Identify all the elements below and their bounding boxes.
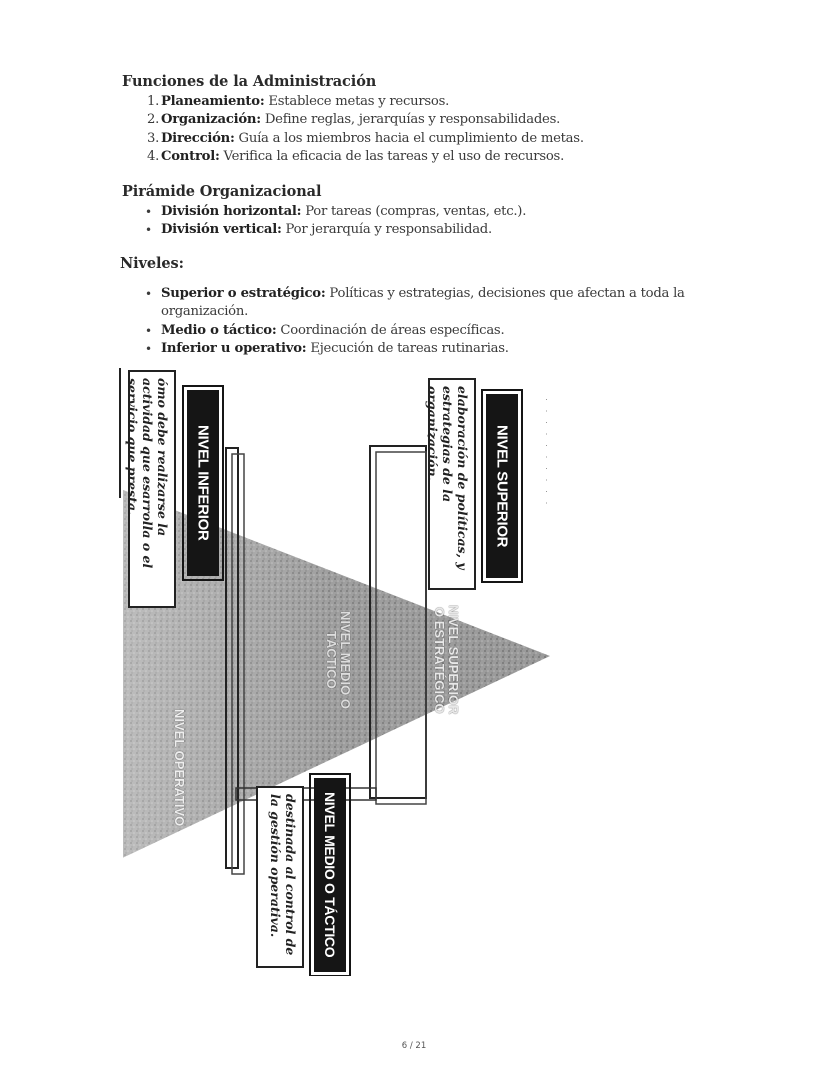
item-term: División vertical: — [161, 222, 282, 238]
item-text: Establece metas y recursos. — [264, 94, 450, 109]
item-number: 3. — [147, 130, 160, 146]
item-text: Ejecución de tareas rutinarias. — [306, 340, 509, 356]
item-number: 2. — [147, 112, 160, 128]
pyramid-label-medio: NIVEL MEDIO O TÁCTICO — [324, 611, 353, 709]
piramide-list — [145, 203, 705, 240]
bullet-icon: • — [145, 287, 152, 301]
nivel-superior-label: NIVEL SUPERIOR — [486, 394, 518, 578]
item-text: Define reglas, jerarquías y responsabilidades. — [260, 112, 561, 128]
section-heading-funciones: Funciones de la Administración — [122, 73, 377, 90]
cut-off-text: · · · · · · · · · · — [542, 398, 552, 508]
nivel-medio-label: NIVEL MEDIO O TÁCTICO — [314, 778, 346, 972]
list-item — [145, 322, 705, 340]
list-item — [147, 93, 584, 111]
list-item — [145, 340, 705, 358]
item-text: Por tareas (compras, ventas, etc.). — [301, 204, 527, 219]
item-number: 4. — [147, 148, 160, 164]
nivel-inferior-description: ómo debe realizarse la actividad que esarrolla o el servicio que presta. — [128, 370, 176, 608]
page-indicator: 6 / 21 — [401, 1041, 427, 1051]
item-term: Organización: — [161, 112, 261, 128]
pyramid-label-superior: NIVEL SUPERIOR O ESTRATÉGICO — [432, 605, 461, 715]
item-text: Coordinación de áreas específicas. — [276, 322, 505, 338]
item-term: Inferior u operativo: — [161, 340, 307, 356]
item-text: Políticas y estrategias, decisiones que afectan a toda la organización. — [161, 286, 685, 320]
list-item — [145, 221, 705, 239]
item-text: Guía a los miembros hacia el cumplimiento de metas. — [234, 130, 584, 146]
item-text: Por jerarquía y responsabilidad. — [281, 222, 492, 238]
section-heading-niveles: Niveles: — [120, 255, 184, 272]
list-item — [147, 111, 584, 129]
list-item — [145, 285, 705, 322]
niveles-list — [145, 285, 705, 358]
list-item — [147, 148, 584, 166]
section-heading-piramide: Pirámide Organizacional — [122, 183, 322, 200]
item-term: Control: — [161, 148, 220, 164]
bullet-icon: • — [145, 341, 152, 356]
pyramid-diagram-image — [118, 368, 558, 976]
nivel-superior-description: elaboración de políticas, y estrategias de la organización. — [428, 378, 476, 590]
item-term: Planeamiento: — [161, 94, 265, 109]
funciones-list — [147, 93, 584, 166]
item-term: Superior o estratégico: — [161, 286, 326, 301]
bullet-icon: • — [145, 323, 152, 338]
bullet-icon: • — [145, 205, 152, 219]
list-item — [145, 203, 705, 221]
nivel-inferior-label: NIVEL INFERIOR — [187, 390, 219, 576]
item-term: Dirección: — [161, 130, 235, 146]
item-number: 1. — [147, 94, 160, 109]
nivel-medio-description: destinada al control de la gestión operativa. — [256, 786, 304, 968]
item-text: Verifica la eficacia de las tareas y el uso de recursos. — [219, 148, 565, 164]
bullet-icon: • — [145, 223, 152, 238]
item-term: División horizontal: — [161, 204, 302, 219]
item-term: Medio o táctico: — [161, 322, 277, 338]
list-item — [147, 130, 584, 148]
pyramid-label-operativo: NIVEL OPERATIVO — [172, 709, 187, 827]
